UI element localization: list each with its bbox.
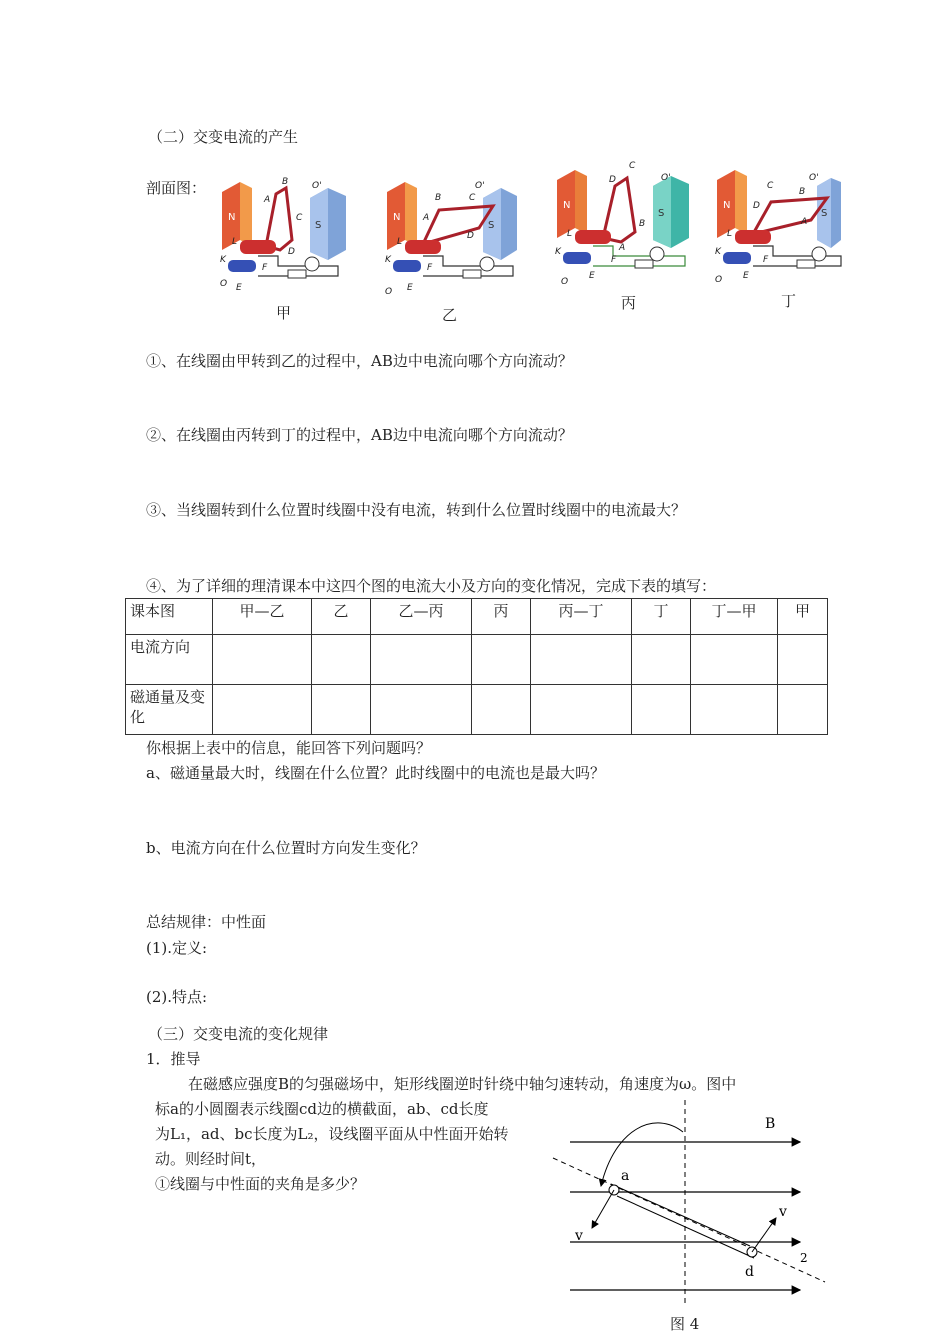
svg-text:C: C <box>629 161 636 171</box>
svg-text:N: N <box>723 200 731 211</box>
table-header-cell: 课本图 <box>126 599 213 635</box>
svg-text:O: O <box>561 277 569 287</box>
svg-text:K: K <box>555 247 561 257</box>
table-header-cell: 甲—乙 <box>213 599 312 635</box>
svg-text:C: C <box>469 193 476 203</box>
svg-text:B: B <box>799 187 806 197</box>
paragraph-line-3: 为L₁，ad、bc长度为L₂，设线圈平面从中性面开始转 <box>155 1125 509 1143</box>
table-cell[interactable] <box>312 685 371 735</box>
paragraph-line-2: 标a的小圆圈表示线圈cd边的横截面，ab、cd长度 <box>155 1100 489 1118</box>
svg-text:D: D <box>467 231 474 241</box>
svg-text:E: E <box>589 271 595 281</box>
svg-text:O': O' <box>312 181 322 191</box>
section3-title: （三）交变电流的变化规律 <box>148 1025 329 1043</box>
row-label: 电流方向 <box>126 635 213 685</box>
svg-text:L: L <box>397 237 403 247</box>
svg-text:2: 2 <box>800 1251 808 1265</box>
current-table <box>125 598 828 735</box>
features: (2).特点: <box>146 988 208 1006</box>
svg-text:N: N <box>563 200 571 211</box>
table-cell[interactable] <box>371 635 472 685</box>
table-cell[interactable] <box>632 635 691 685</box>
svg-text:L: L <box>232 237 238 247</box>
figure-4 <box>545 1100 835 1340</box>
svg-text:d: d <box>745 1264 754 1280</box>
qa-intro: 你根据上表中的信息，能回答下列问题吗？ <box>146 739 432 757</box>
table-cell[interactable] <box>531 635 632 685</box>
caption-yi: 乙 <box>442 306 458 324</box>
table-cell[interactable] <box>312 635 371 685</box>
question-4: ④、为了详细的理清课本中这四个图的电流大小及方向的变化情况，完成下表的填写： <box>146 577 717 595</box>
svg-text:C: C <box>296 213 303 223</box>
table-cell[interactable] <box>632 685 691 735</box>
svg-text:D: D <box>753 201 760 211</box>
svg-text:S: S <box>315 220 322 231</box>
table-cell[interactable] <box>778 685 828 735</box>
svg-text:A: A <box>423 213 430 223</box>
svg-text:A: A <box>801 217 808 227</box>
coil-edge <box>611 1184 750 1246</box>
table-header-cell: 乙 <box>312 599 371 635</box>
svg-text:O: O <box>385 287 393 295</box>
svg-text:v: v <box>575 1228 583 1244</box>
table-cell[interactable] <box>472 635 531 685</box>
svg-text:O': O' <box>661 173 671 183</box>
svg-text:B: B <box>765 1116 776 1132</box>
generator-bing <box>553 158 690 288</box>
svg-text:S: S <box>658 208 665 219</box>
table-row <box>126 635 828 685</box>
svg-text:N: N <box>393 212 401 223</box>
definition: (1).定义: <box>146 939 208 957</box>
velocity-a <box>592 1190 614 1228</box>
svg-text:S: S <box>488 220 495 231</box>
table-header-cell: 乙—丙 <box>371 599 472 635</box>
table-header-cell: 丁 <box>632 599 691 635</box>
table-row <box>126 685 828 735</box>
svg-text:O': O' <box>809 173 819 183</box>
caption-bing: 丙 <box>621 294 637 312</box>
svg-text:E: E <box>236 283 242 293</box>
question-2: ②、在线圈由丙转到丁的过程中，AB边中电流向哪个方向流动？ <box>146 426 573 444</box>
table-header-row <box>126 599 828 635</box>
svg-text:O': O' <box>475 181 485 191</box>
svg-text:F: F <box>262 263 268 273</box>
table-header-cell: 甲 <box>778 599 828 635</box>
qa-b: b、电流方向在什么位置时方向发生变化？ <box>146 839 426 857</box>
section2-title: （二）交变电流的产生 <box>148 128 299 146</box>
table-header-cell: 丁—甲 <box>691 599 778 635</box>
svg-text:O: O <box>715 275 723 285</box>
svg-text:N: N <box>228 212 236 223</box>
question-angle: ①线圈与中性面的夹角是多少？ <box>155 1175 366 1193</box>
coil <box>423 206 493 244</box>
paragraph-line-4: 动。则经时间t， <box>155 1150 267 1168</box>
svg-text:L: L <box>727 229 733 239</box>
rotation-arrow <box>601 1123 683 1186</box>
svg-text:L: L <box>567 229 573 239</box>
svg-text:D: D <box>288 247 295 257</box>
table-cell[interactable] <box>691 635 778 685</box>
svg-text:B: B <box>435 193 442 203</box>
svg-text:B: B <box>639 219 646 229</box>
svg-text:K: K <box>385 255 391 265</box>
table-cell[interactable] <box>371 685 472 735</box>
svg-text:A: A <box>264 195 271 205</box>
caption-jia: 甲 <box>276 304 292 322</box>
svg-text:C: C <box>767 181 774 191</box>
generator-ding <box>713 158 842 288</box>
table-cell[interactable] <box>778 635 828 685</box>
generator-jia <box>218 170 346 295</box>
svg-text:E: E <box>743 271 749 281</box>
svg-text:A: A <box>619 243 626 253</box>
paragraph-line-1: 在磁感应强度B的匀强磁场中，矩形线圈逆时针绕中轴匀速转动，角速度为ω。图中 <box>188 1075 737 1093</box>
table-cell[interactable] <box>213 685 312 735</box>
table-cell[interactable] <box>531 685 632 735</box>
svg-text:D: D <box>609 175 616 185</box>
figure-label: 剖面图： <box>146 179 207 197</box>
question-1: ①、在线圈由甲转到乙的过程中，AB边中电流向哪个方向流动？ <box>146 352 573 370</box>
svg-text:O: O <box>220 279 228 289</box>
neutral-plane <box>553 1158 825 1282</box>
generator-yi <box>383 170 518 295</box>
question-3: ③、当线圈转到什么位置时线圈中没有电流，转到什么位置时线圈中的电流最大？ <box>146 501 687 519</box>
row-label: 磁通量及变化 <box>126 685 213 735</box>
summary: 总结规律：中性面 <box>146 913 267 931</box>
table-cell[interactable] <box>213 635 312 685</box>
svg-text:B: B <box>282 177 289 187</box>
derive-heading: 1．推导 <box>146 1050 201 1068</box>
svg-text:S: S <box>821 208 828 219</box>
svg-text:K: K <box>220 255 226 265</box>
svg-text:F: F <box>611 255 617 265</box>
coil <box>753 198 827 234</box>
velocity-d <box>752 1218 776 1252</box>
svg-text:a: a <box>621 1168 630 1184</box>
table-header-cell: 丙—丁 <box>531 599 632 635</box>
svg-text:F: F <box>763 255 769 265</box>
caption-ding: 丁 <box>781 292 797 310</box>
svg-text:F: F <box>427 263 433 273</box>
svg-text:K: K <box>715 247 721 257</box>
svg-text:E: E <box>407 283 413 293</box>
table-cell[interactable] <box>472 685 531 735</box>
table-cell[interactable] <box>691 685 778 735</box>
svg-text:v: v <box>779 1204 787 1220</box>
qa-a: a、磁通量最大时，线圈在什么位置？此时线圈中的电流也是最大吗？ <box>146 764 605 782</box>
table-header-cell: 丙 <box>472 599 531 635</box>
figure-4-caption: 图 4 <box>670 1315 700 1333</box>
